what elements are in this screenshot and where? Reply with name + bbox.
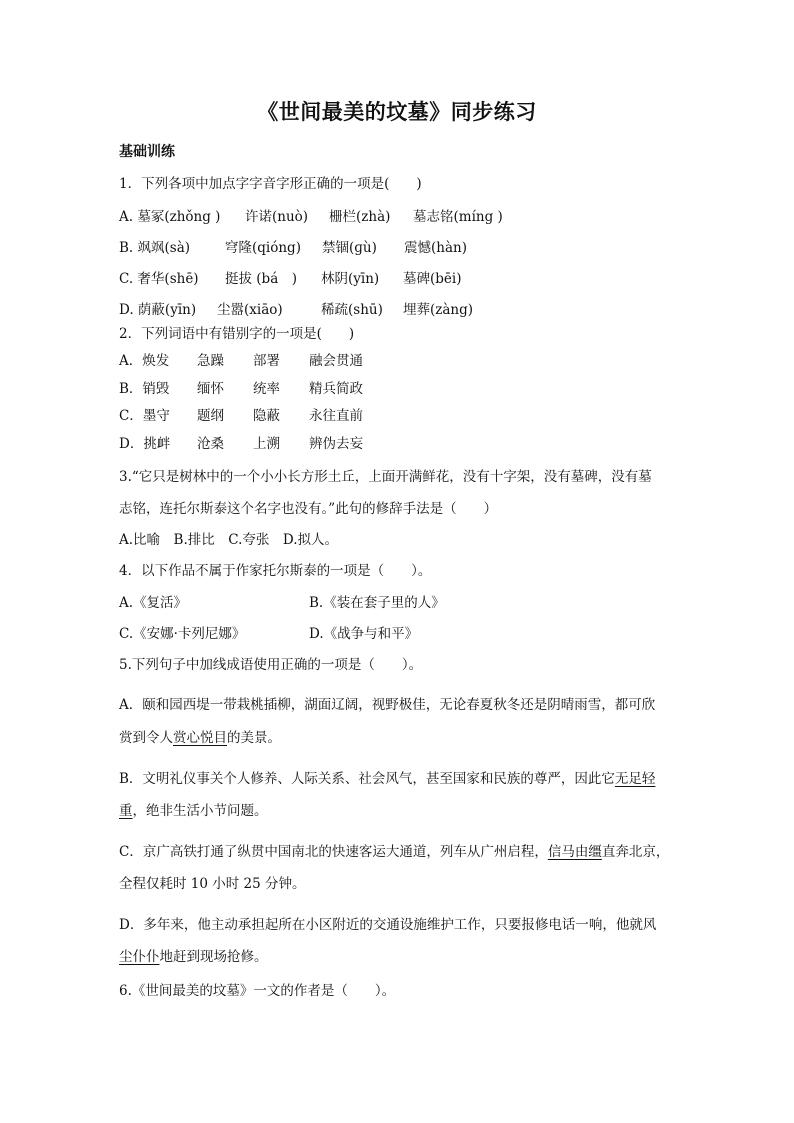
q4-options-row1	[119, 591, 445, 611]
underlined-idiom: 重	[119, 803, 133, 819]
q4-option-c: C.《安娜·卡列尼娜》	[119, 626, 246, 642]
q4-option-b: B.《装在套子里的人》	[309, 595, 445, 611]
q2-option-c: C．墨守 题纲 隐蔽 永往直前	[119, 408, 363, 424]
q5-option-d-line2: 尘仆仆地赶到现场抢修。	[119, 949, 268, 965]
q4-option-d: D.《战争与和平》	[309, 626, 419, 642]
q5-option-b-line1: B．文明礼仪事关个人修养、人际关系、社会风气，甚至国家和民族的尊严，因此它无足轻	[119, 771, 656, 787]
q5-option-c-line2: 全程仅耗时 10 小时 25 分钟。	[119, 876, 306, 892]
underlined-idiom: 信马由缰	[547, 844, 602, 860]
q4-options-row2	[119, 622, 418, 642]
q1-option-b: B. 飒飒(sà) 穹隆(qióng) 禁锢(ɡù) 震憾(hàn)	[119, 240, 467, 256]
underlined-idiom: 尘仆仆	[119, 949, 160, 965]
q1-option-d: D. 荫蔽(yīn) 尘嚣(xiāo) 稀疏(shū) 埋葬(zàng)	[119, 302, 474, 318]
q2-option-d: D．挑衅 沧桑 上溯 辨伪去妄	[119, 436, 363, 452]
q3-stem-line1: 3.“它只是树林中的一个小小长方形土丘，上面开满鲜花，没有十字架，没有墓碑，没有墓	[119, 469, 652, 485]
q1-stem: 1．下列各项中加点字字音字形正确的一项是( )	[119, 176, 422, 192]
q5-option-b-line2: 重，绝非生活小节问题。	[119, 803, 268, 819]
q6-stem: 6.《世间最美的坟墓》一文的作者是（ ）。	[119, 983, 396, 999]
q4-option-a: A.《复活》	[119, 595, 188, 611]
q5-option-a-line1: A．颐和园西堤一带栽桃插柳，湖面辽阔，视野极佳，无论春夏秋冬还是阴晴雨雪，都可欣	[119, 697, 656, 713]
q5-option-c-line1: C．京广高铁打通了纵贯中国南北的快速客运大通道，列车从广州启程，信马由缰直奔北京，	[119, 844, 670, 860]
section-heading: 基础训练	[119, 144, 175, 160]
q5-option-d-line1: D．多年来，他主动承担起所在小区附近的交通设施维护工作，只要报修电话一响，他就风	[119, 917, 657, 933]
q1-option-c: C. 奢华(shē) 挺拔 (bá ) 林阴(yīn) 墓碑(bēi)	[119, 271, 462, 287]
q5-stem: 5.下列句子中加线成语使用正确的一项是（ ）。	[119, 657, 423, 673]
q4-stem: 4．以下作品不属于作家托尔斯泰的一项是（ ）。	[119, 563, 432, 579]
q5-option-a-line2: 赏到令人赏心悦目的美景。	[119, 730, 281, 746]
q2-option-b: B．销毁 缅怀 统率 精兵简政	[119, 381, 363, 397]
q3-options: A.比喻 B.排比 C.夸张 D.拟人。	[119, 532, 339, 548]
q2-stem: 2．下列词语中有错别字的一项是( )	[119, 326, 355, 342]
q3-stem-line2: 志铭，连托尔斯泰这个名字也没有。”此句的修辞手法是（ ）	[119, 501, 498, 517]
underlined-idiom: 无足轻	[614, 771, 656, 787]
q1-option-a: A. 墓冢(zhǒng ) 许诺(nuò) 栅栏(zhà) 墓志铭(míng )	[119, 209, 503, 225]
document-title: 《世间最美的坟墓》同步练习	[257, 99, 537, 124]
q2-option-a: A．焕发 急躁 部署 融会贯通	[119, 353, 363, 369]
underlined-idiom: 赏心悦目	[173, 730, 227, 746]
